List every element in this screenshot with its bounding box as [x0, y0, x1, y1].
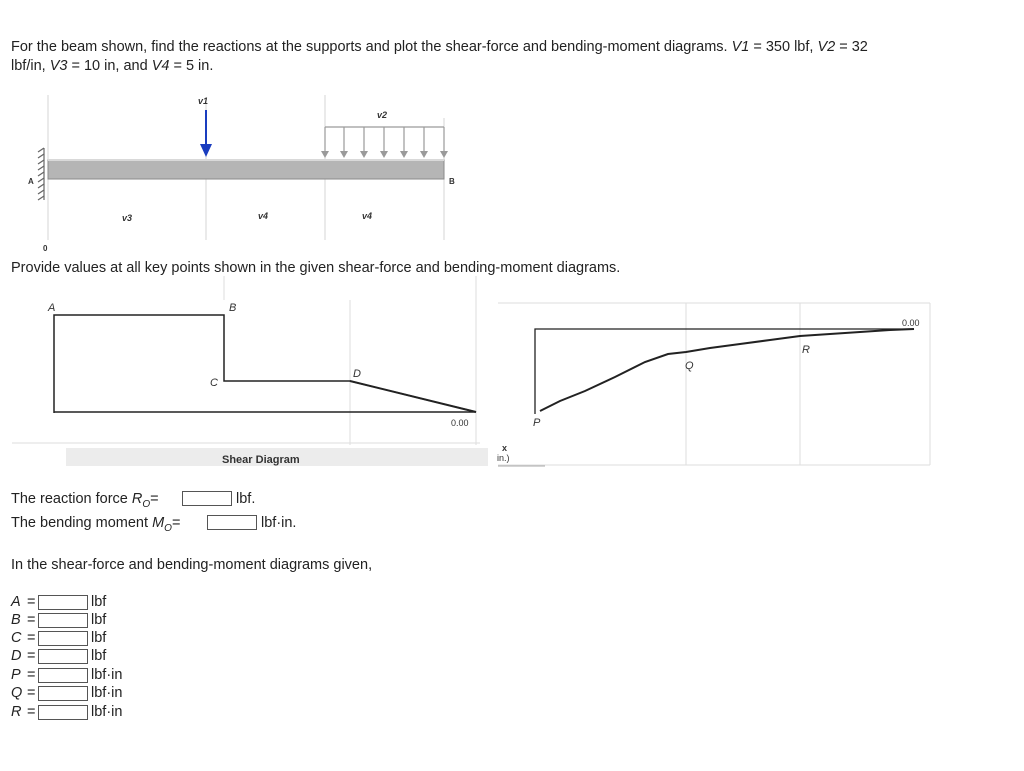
answer-label-A: A: [11, 594, 21, 610]
moment-axis-unit: in.): [497, 453, 510, 463]
problem-statement: For the beam shown, find the reactions at the supports and plot the shear-force and bending-moment diagrams. V1 = 350 lbf, V2 = 32 lbf/in, V3 = 10 in, and V4 = 5 in.: [11, 39, 868, 74]
answer-input-C[interactable]: [38, 631, 88, 646]
answer-input-B[interactable]: [38, 613, 88, 628]
moment-curve: [540, 329, 914, 411]
answer-label-Q: Q: [11, 685, 23, 701]
shear-label-C: C: [210, 377, 218, 389]
beam-label-v1: v1: [198, 96, 209, 106]
answer-unit-Q: lbf·in: [91, 685, 123, 701]
moment-label-P: P: [533, 417, 541, 429]
answer-eq-A: =: [27, 594, 36, 610]
beam-label-v4b: v4: [362, 211, 373, 221]
shear-label-B: B: [229, 302, 237, 314]
shear-label-A: A: [48, 302, 56, 314]
answer-unit-D: lbf: [91, 648, 107, 664]
reaction-force-line: The reaction force $R_O=$: [11, 491, 159, 510]
beam-label-B: B: [449, 177, 455, 186]
shear-diagram-title: Shear Diagram: [222, 454, 300, 466]
shear-zero-value: 0.00: [451, 418, 469, 428]
answer-eq-P: =: [27, 667, 36, 683]
answer-eq-B: =: [27, 612, 36, 628]
answer-unit-R: lbf·in: [91, 704, 123, 720]
diagram-prompt: In the shear-force and bending-moment diagrams given,: [11, 557, 373, 573]
answer-eq-R: =: [27, 704, 36, 720]
bending-moment-symbol: M: [152, 515, 165, 531]
v3-symbol: V3: [49, 58, 68, 74]
v4-symbol: V4: [151, 58, 170, 74]
moment-axis-x: x: [502, 443, 508, 453]
instruction-text: Provide values at all key points shown in the given shear-force and bending-moment diagrams.: [11, 260, 621, 276]
moment-frame: [535, 329, 914, 414]
answer-label-B: B: [11, 612, 21, 628]
moment-label-R: R: [802, 344, 810, 356]
beam-label-v4a: v4: [258, 211, 269, 221]
answer-label-D: D: [11, 648, 22, 664]
beam-label-v2: v2: [377, 110, 388, 120]
answer-input-D[interactable]: [38, 649, 88, 664]
answer-label-C: C: [11, 630, 22, 646]
answer-eq-C: =: [27, 630, 36, 646]
answer-label-R: R: [11, 704, 22, 720]
answer-eq-Q: =: [27, 685, 36, 701]
bending-moment-line: The bending moment $M_O=$: [11, 515, 181, 534]
beam-label-0: 0: [43, 244, 48, 253]
answer-input-P[interactable]: [38, 668, 88, 683]
answer-input-A[interactable]: [38, 595, 88, 610]
answer-label-P: P: [11, 667, 21, 683]
answer-input-R[interactable]: [38, 705, 88, 720]
answer-unit-P: lbf·in: [91, 667, 123, 683]
beam-label-v3: v3: [122, 213, 133, 223]
answer-unit-C: lbf: [91, 630, 107, 646]
moment-zero-value: 0.00: [902, 318, 920, 328]
reaction-force-unit: lbf.: [236, 491, 256, 507]
shear-label-D: D: [353, 368, 361, 380]
v2-symbol: V2: [817, 39, 836, 55]
answer-unit-B: lbf: [91, 612, 107, 628]
answer-eq-D: =: [27, 648, 36, 664]
answer-input-Q[interactable]: [38, 686, 88, 701]
reaction-force-symbol: R: [131, 491, 143, 507]
moment-label-Q: Q: [685, 360, 694, 372]
bending-moment-unit: lbf·in.: [261, 515, 297, 531]
reaction-force-input[interactable]: [182, 491, 232, 506]
v1-symbol: V1: [731, 39, 750, 55]
bending-moment-input[interactable]: [207, 515, 257, 530]
beam-label-A: A: [28, 177, 34, 186]
answer-unit-A: lbf: [91, 594, 107, 610]
